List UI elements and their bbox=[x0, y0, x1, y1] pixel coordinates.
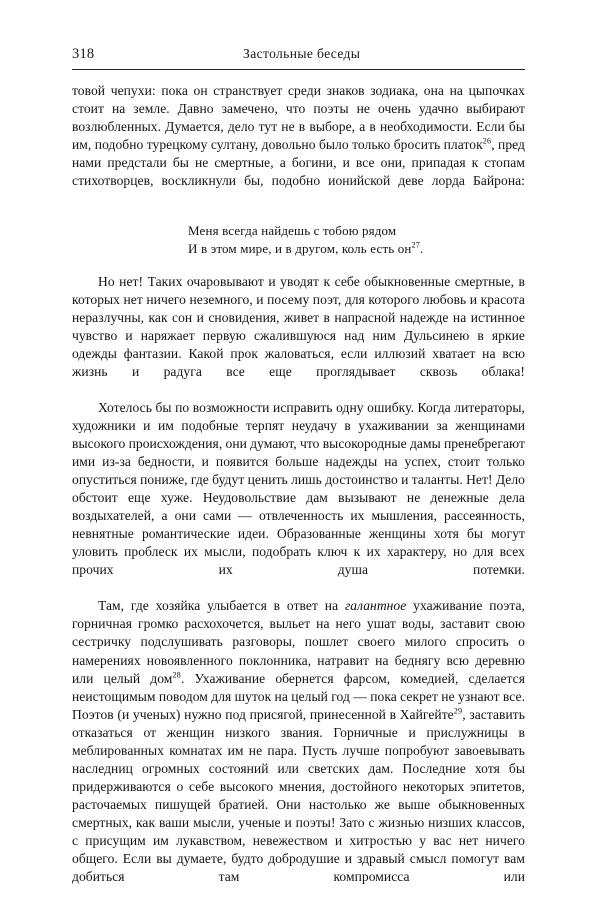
body-paragraph: товой чепухи: пока он странствует среди знаков зодиака, она на цыпочках стоит на земле. Давно замечено, что поэты не очень удачно выбирают возлюбленных. Думается, дело тут не в выборе, а в необходимости. Если бы им, подобно турецкому султану, довольно было только бросить платок$^{26}$, пред нами предстали бы не смертные, а богини, и все они, припадая к стопам стихотворцев, воскликнули бы, подобно ионийской деве лорда Байрона: bbox=[72, 83, 525, 189]
page-number: 318 bbox=[72, 46, 95, 62]
emphasis-text: галантное bbox=[344, 598, 407, 614]
running-title: Застольные беседы bbox=[243, 46, 361, 61]
verse-block bbox=[72, 222, 525, 257]
body-paragraph: Там, где хозяйка улыбается в ответ на галантное ухаживание поэта, горничная громко расхохочется, выльет на него ушат воды, заставит свою сестричку подслушивать разговоры, пошлет своего милого спросить о намерениях новоявленного поклонника, натравит на беднягу всю деревню или целый дом$^{28}$. Ухаживание обернется фарсом, комедией, сделается неистощимым поводом для шуток на целый год — пока секрет не узнают все. Поэтов (и ученых) нужно под присягой, принесенной в Хайгейте$^{29}$, заставить отказаться от женщин низкого звания. Горничные и прислужницы в меблированных комнатах им не пара. Пусть лучше попробуют завоевывать наследниц огромных состояний или светских дам. Последние хотя бы придерживаются о себе высокого мнения, достойного некоторых эпитетов, расточаемых пишущей братией. Они настолько же выше обыкновенных смертных, как ваши мысли, ученые и поэты! Зато с жизнью низших классов, с присущим им лукавством, невежеством и хитростью у вас нет ничего общего. Если вы думаете, будто добродушие и здравый смысл помогут вам добиться там компромисса или bbox=[72, 598, 526, 885]
verse-line: И в этом мире, и в другом, коль есть он$^{27}$. bbox=[188, 240, 424, 256]
footnote-marker: 29 bbox=[453, 706, 463, 716]
verse-line: Меня всегда найдешь с тобою рядом bbox=[188, 223, 397, 239]
body-paragraph: Но нет! Таких очаровывают и уводят к себе обыкновенные смертные, в которых нет ничего неземного, и посему поэт, для которого любовь и красота неразлучны, как сон и сновидения, живет в напрасной надежде на истинное чувство и наряжает первую сжалившуюся над ним Дульсинею в яркие одежды фантазии. Какой прок жаловаться, если иллюзий хватает на всю жизнь и радуга все еще проглядывает сквозь облака! bbox=[72, 273, 525, 379]
header-rule bbox=[72, 69, 525, 70]
footnote-marker: 26 bbox=[482, 136, 492, 146]
running-head bbox=[72, 46, 525, 66]
body-paragraph: Хотелось бы по возможности исправить одну ошибку. Когда литераторы, художники и им подобные терпят неудачу в ухаживании за женщинами высокого происхождения, они думают, что высокородные дамы пренебрегают ими из-за бедности, и появится больше надежды на успех, стоит только опуститься пониже, где будут ценить лишь достоинство и таланты. Нет! Дело обстоит еще хуже. Неудовольствие дам вызывают не денежные дела воздыхателей, а они сами — отвлеченность их мышления, рассеянность, невнятные романтические идеи. Образованные женщины хотя бы могут уловить проблеск их мысли, подобрать ключ к их характеру, но для всех прочих их душа потемки. bbox=[72, 399, 525, 578]
footnote-marker: 28 bbox=[172, 670, 181, 680]
paragraph-group-before-verse bbox=[72, 82, 525, 208]
text-block bbox=[72, 82, 525, 904]
footnote-marker: 27 bbox=[411, 240, 421, 250]
paragraph-group-after-verse bbox=[72, 273, 525, 904]
